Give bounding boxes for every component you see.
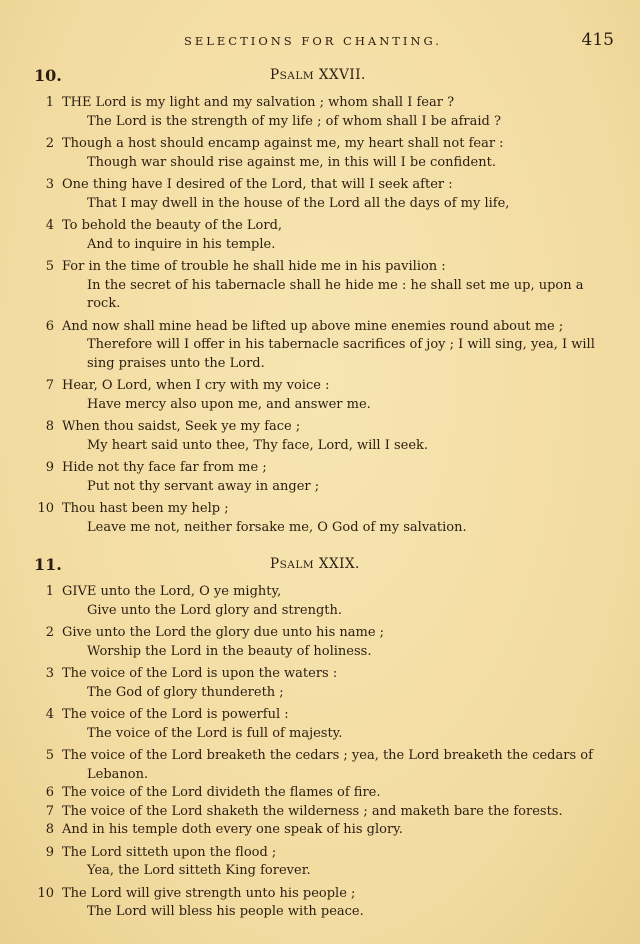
- verse-text: [62, 665, 614, 702]
- verse-text: [62, 784, 614, 803]
- verse-number: 8: [45, 419, 54, 434]
- verse-line-first: The voice of the Lord is powerful :: [62, 707, 289, 722]
- section-heading: [34, 66, 614, 88]
- verse-number: 1: [45, 584, 54, 599]
- section-heading: [34, 555, 614, 577]
- verse-line-response: That I may dwell in the house of the Lord all the days of my life,: [87, 195, 510, 211]
- verse-line-response: Lebanon.: [87, 766, 149, 782]
- verse: [34, 803, 614, 822]
- verse-text: [62, 885, 614, 922]
- verse-number: 1: [45, 95, 54, 110]
- verse-text: [62, 258, 614, 314]
- verse-line-first: Hide not thy face far from me ;: [62, 460, 267, 475]
- verse-number: 10: [37, 885, 54, 901]
- verse: [34, 500, 614, 537]
- verse-line-first: And in his temple doth every one speak of his glory.: [62, 822, 403, 837]
- verse: [34, 135, 614, 172]
- verse-number: 6: [45, 318, 54, 334]
- verse: [34, 418, 614, 455]
- verse: [34, 318, 614, 374]
- verse: [34, 784, 614, 803]
- verse-line-response: Leave me not, neither forsake me, O God of my salvation.: [87, 519, 467, 535]
- verse-text: [62, 821, 614, 840]
- verse-line-first: THE Lord is my light and my salvation ; whom shall I fear ?: [62, 95, 455, 110]
- verse-line-response: Give unto the Lord glory and strength.: [87, 602, 342, 618]
- page-header: [34, 30, 614, 58]
- psalm-title-smallcaps: SALM: [279, 70, 315, 82]
- verse-text: [62, 624, 614, 661]
- verse: [34, 624, 614, 661]
- verse-line-response: Put not thy servant away in anger ;: [87, 478, 320, 494]
- verse-line-first: GIVE unto the Lord, O ye mighty,: [62, 584, 282, 599]
- verse: [34, 885, 614, 922]
- verse-text: [62, 217, 614, 254]
- verse-number: 6: [45, 785, 54, 800]
- verse: [34, 176, 614, 213]
- verse-text: [62, 459, 614, 496]
- verse-line-first: The voice of the Lord divideth the flames of fire.: [62, 785, 381, 800]
- verse-line-first: The voice of the Lord is upon the waters :: [62, 666, 338, 681]
- verse-line-first: Thou hast been my help ;: [62, 501, 229, 516]
- verse-line-first: Though a host should encamp against me, my heart shall not fear :: [62, 136, 504, 151]
- verse-text: [62, 176, 614, 213]
- verse: [34, 377, 614, 414]
- verse-line-response: The Lord will bless his people with peace.: [87, 904, 364, 919]
- verse-number: 4: [45, 707, 54, 722]
- verse-number: 7: [45, 378, 54, 393]
- psalm-title: [270, 556, 360, 572]
- verse-number: 5: [45, 259, 54, 274]
- verse-line-first: The Lord will give strength unto his people ;: [62, 885, 356, 901]
- verse-text: [62, 418, 614, 455]
- psalm-title-initial: P: [270, 556, 280, 572]
- verse-number: 2: [45, 136, 54, 151]
- verse: [34, 706, 614, 743]
- psalm-title-smallcaps: SALM: [279, 559, 315, 571]
- verse: [34, 747, 614, 784]
- verse: [34, 665, 614, 702]
- verse-line-response: And to inquire in his temple.: [87, 236, 276, 252]
- verse-number: 8: [45, 822, 54, 837]
- verse: [34, 217, 614, 254]
- verse-number: 2: [45, 625, 54, 640]
- verse-text: [62, 500, 614, 537]
- psalm-title-numeral: XXIX.: [314, 556, 360, 572]
- verse-number: 3: [45, 666, 54, 681]
- verse-number: 9: [45, 460, 54, 475]
- verse-line-first: To behold the beauty of the Lord,: [62, 218, 283, 233]
- verse-line-first: Hear, O Lord, when I cry with my voice :: [62, 378, 330, 393]
- verse-text: [62, 135, 614, 172]
- verse-text: [62, 803, 614, 822]
- page-number: 415: [581, 30, 614, 50]
- verse-line-first: Give unto the Lord the glory due unto his name ;: [62, 625, 385, 640]
- psalm-title: [270, 67, 366, 83]
- verse-line-response: Though war should rise against me, in this will I be confident.: [87, 154, 496, 170]
- verse-line-response: My heart said unto thee, Thy face, Lord, will I seek.: [87, 437, 429, 453]
- verse-number: 5: [45, 748, 54, 763]
- verse-line-first: The voice of the Lord breaketh the cedars ; yea, the Lord breaketh the cedars of: [62, 748, 593, 763]
- verse-line-first: The Lord sitteth upon the flood ;: [62, 844, 277, 860]
- verse: [34, 844, 614, 881]
- verse-text: [62, 318, 614, 374]
- verse-number: 3: [45, 177, 54, 192]
- verse-line-first: For in the time of trouble he shall hide me in his pavilion :: [62, 259, 446, 274]
- verse-number: 4: [45, 218, 54, 233]
- page-content: [34, 66, 614, 922]
- verse: [34, 459, 614, 496]
- verse-text: [62, 94, 614, 131]
- verse-line-response: The voice of the Lord is full of majesty.: [87, 725, 343, 741]
- verse-line-response: Therefore will I offer in his tabernacle sacrifices of joy ; I will sing, yea, I will sing praises unto the Lord.: [87, 337, 595, 371]
- psalm-section: [34, 555, 614, 922]
- verse-line-first: And now shall mine head be lifted up above mine enemies round about me ;: [62, 318, 564, 334]
- verse-line-first: When thou saidst, Seek ye my face ;: [62, 419, 301, 434]
- verse-line-response: The God of glory thundereth ;: [87, 684, 284, 700]
- verse: [34, 583, 614, 620]
- verse-number: 9: [45, 844, 54, 860]
- section-number: 10.: [34, 66, 62, 85]
- verse-line-response: Yea, the Lord sitteth King forever.: [87, 863, 311, 878]
- psalm-section: [34, 66, 614, 537]
- verse-line-first: One thing have I desired of the Lord, that will I seek after :: [62, 177, 453, 192]
- verse-text: [62, 844, 614, 881]
- psalm-title-numeral: XXVII.: [314, 67, 366, 83]
- verse-text: [62, 747, 614, 784]
- verse: [34, 258, 614, 314]
- verse-line-response: Have mercy also upon me, and answer me.: [87, 396, 371, 412]
- verse-line-first: The voice of the Lord shaketh the wilderness ; and maketh bare the forests.: [62, 803, 563, 819]
- section-number: 11.: [34, 555, 62, 574]
- verse-text: [62, 583, 614, 620]
- verse: [34, 94, 614, 131]
- verse-line-response: Worship the Lord in the beauty of holiness.: [87, 643, 372, 659]
- verse-line-response: In the secret of his tabernacle shall he hide me : he shall set me up, upon a rock.: [87, 277, 584, 311]
- verse-text: [62, 377, 614, 414]
- verse: [34, 821, 614, 840]
- verse-number: 7: [45, 803, 54, 819]
- psalm-title-initial: P: [270, 67, 280, 83]
- verse-number: 10: [37, 501, 54, 516]
- verse-text: [62, 706, 614, 743]
- verse-line-response: The Lord is the strength of my life ; of whom shall I be afraid ?: [87, 113, 501, 129]
- running-head: SELECTIONS FOR CHANTING.: [184, 34, 442, 48]
